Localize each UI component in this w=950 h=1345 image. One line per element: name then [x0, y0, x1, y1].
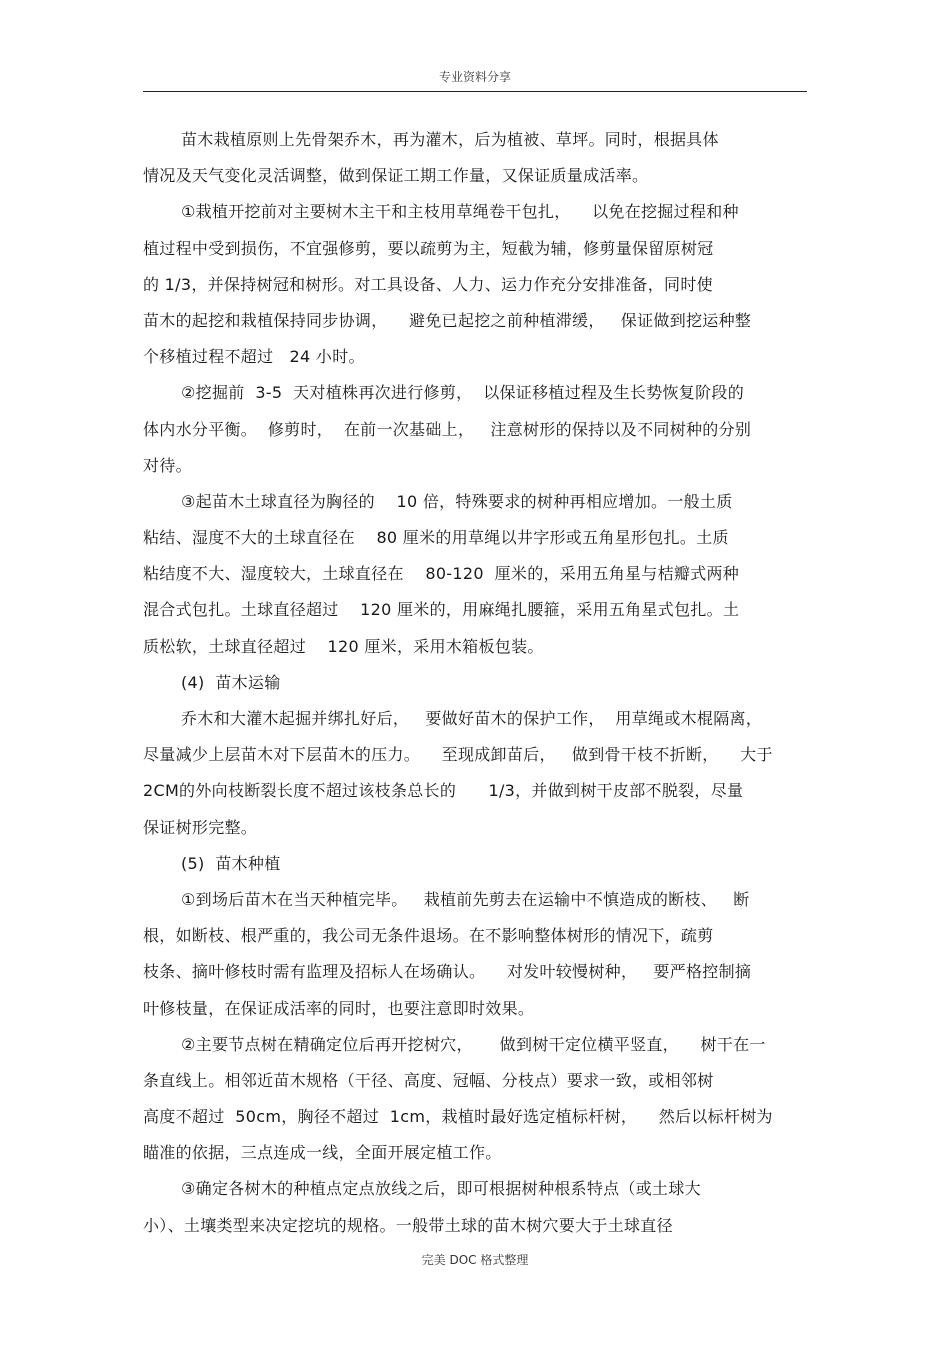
- text-line: 叶修枝量，在保证成活率的同时，也要注意即时效果。: [143, 998, 535, 1018]
- text-line: 质松软，土球直径超过 120 厘米，采用木箱板包装。: [143, 636, 544, 656]
- text-line: 瞄准的依据，三点连成一线，全面开展定植工作。: [143, 1143, 502, 1163]
- text-line: ③起苗木土球直径为胸径的 10 倍，特殊要求的树种再相应增加。一般土质: [181, 491, 733, 511]
- text-line: 苗木栽植原则上先骨架乔木，再为灌木，后为植被、草坪。同时，根据具体: [181, 130, 719, 149]
- text-line: ②主要节点树在精确定位后再开挖树穴， 做到树干定位横平竖直， 树干在一: [181, 1034, 766, 1054]
- text-line: 保证树形完整。: [143, 817, 258, 837]
- text-line: 体内水分平衡。 修剪时， 在前一次基础上， 注意树形的保持以及不同树种的分别: [143, 419, 752, 439]
- text-line: 对待。: [143, 455, 192, 475]
- text-line: 的 1/3，并保持树冠和树形。对工具设备、人力、运力作充分安排准备，同时使: [143, 274, 713, 294]
- page-header: 专业资料分享: [438, 70, 511, 84]
- text-line: 混合式包扎。土球直径超过 120 厘米的，用麻绳扎腰箍，采用五角星式包扎。土: [143, 600, 740, 620]
- text-line: 苗木的起挖和栽植保持同步协调， 避免已起挖之前种植滞缓， 保证做到挖运种整: [143, 310, 752, 330]
- text-line: 尽量减少上层苗木对下层苗木的压力。 至现成卸苗后， 做到骨干枝不折断， 大于: [143, 745, 773, 765]
- text-line: ①到场后苗木在当天种植完毕。 栽植前先剪去在运输中不慎造成的断枝、 断: [181, 889, 750, 909]
- text-line: 小）、土壤类型来决定挖坑的规格。一般带土球的苗木树穴要大于土球直径: [143, 1215, 673, 1235]
- text-line: 粘结、湿度不大的土球直径在 80 厘米的用草绳以井字形或五角星形包扎。土质: [143, 528, 729, 548]
- text-line: 枝条、摘叶修枝时需有监理及招标人在场确认。 对发叶较慢树种， 要严格控制摘: [143, 962, 752, 982]
- text-line: 情况及天气变化灵活调整，做到保证工期工作量，又保证质量成活率。: [143, 166, 649, 186]
- text-line: 条直线上。相邻近苗木规格（干径、高度、冠幅、分枝点）要求一致，或相邻树: [143, 1070, 714, 1090]
- text-line: 根，如断枝、根严重的，我公司无条件退场。在不影响整体树形的情况下，疏剪: [143, 926, 714, 946]
- text-line: ②挖掘前 3-5 天对植株再次进行修剪， 以保证移植过程及生长势恢复阶段的: [181, 383, 744, 403]
- text-line: ③确定各树木的种植点定点放线之后，即可根据树种根系特点（或土球大: [181, 1179, 701, 1199]
- text-line: 个移植过程不超过 24 小时。: [143, 347, 365, 367]
- text-line: (5) 苗木种植: [181, 853, 281, 873]
- text-line: (4) 苗木运输: [181, 672, 281, 692]
- header-divider: [143, 91, 807, 92]
- text-line: 植过程中受到损伤，不宜强修剪，要以疏剪为主，短截为辅，修剪量保留原树冠: [143, 238, 714, 258]
- document-body: [143, 122, 813, 1244]
- text-line: 粘结度不大、湿度较大，土球直径在 80-120 厘米的，采用五角星与桔瓣式两种: [143, 564, 740, 584]
- page-footer: 完美 DOC 格式整理: [421, 1253, 529, 1267]
- text-line: 乔木和大灌木起掘并绑扎好后， 要做好苗木的保护工作， 用草绳或木棍隔离，: [181, 709, 763, 728]
- text-line: ①栽植开挖前对主要树木主干和主枝用草绳卷干包扎， 以免在挖掘过程和种: [181, 202, 739, 222]
- text-line: 高度不超过 50cm，胸径不超过 1cm，栽植时最好选定植标杆树， 然后以标杆树为: [143, 1107, 773, 1127]
- text-line: 2CM的外向枝断裂长度不超过该枝条总长的 1/3，并做到树干皮部不脱裂，尽量: [143, 781, 744, 801]
